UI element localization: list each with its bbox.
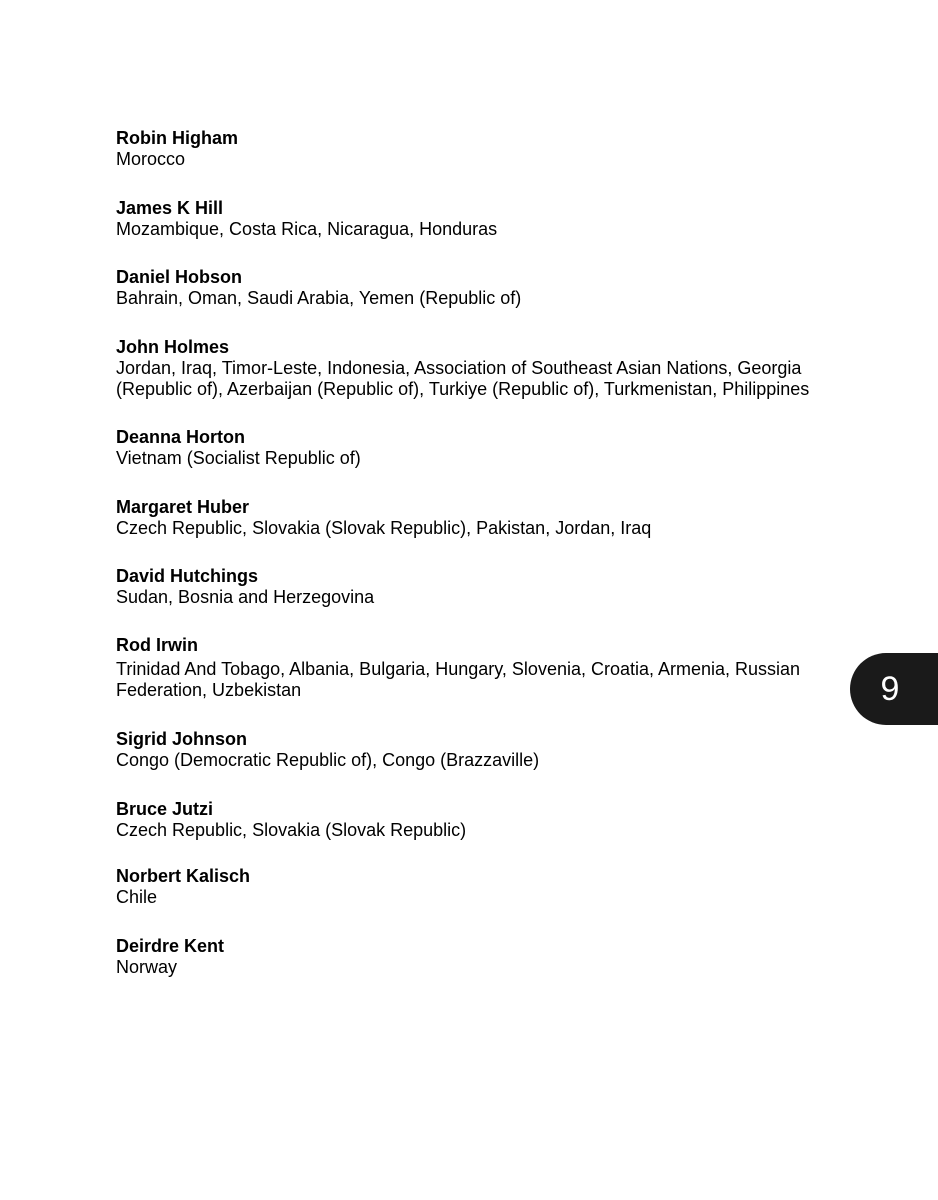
entry-name: Deanna Horton [116, 427, 246, 447]
entry-countries: Morocco [116, 149, 186, 169]
entry-name: Sigrid Johnson [116, 729, 248, 749]
entry-countries: Vietnam (Socialist Republic of) [116, 448, 361, 468]
entry-countries-line-1: Jordan, Iraq, Timor-Leste, Indonesia, Association of Southeast Asian Nations, Georgia [116, 358, 802, 378]
entry-name: Bruce Jutzi [116, 799, 214, 819]
entry-name: Robin Higham [116, 128, 238, 148]
entry-name: Margaret Huber [116, 497, 250, 517]
entry-deirdre-kent [116, 935, 836, 978]
entry-name: Daniel Hobson [116, 267, 243, 287]
entry-name: James K Hill [116, 198, 224, 218]
entry-countries: Norway [116, 957, 178, 977]
entry-name: Rod Irwin [116, 635, 198, 655]
entry-robin-higham [116, 127, 836, 170]
page-number-tab [850, 653, 938, 725]
entry-name: John Holmes [116, 337, 230, 357]
entry-countries-line-2: (Republic of), Azerbaijan (Republic of), Turkiye (Republic of), Turkmenistan, Philippines [116, 379, 810, 399]
entry-countries: Sudan, Bosnia and Herzegovina [116, 587, 375, 607]
entry-rod-irwin [116, 634, 836, 701]
entry-john-holmes [116, 336, 856, 400]
entry-name: Deirdre Kent [116, 936, 225, 956]
entry-countries-line-1: Trinidad And Tobago, Albania, Bulgaria, Hungary, Slovenia, Croatia, Armenia, Russian [116, 659, 801, 679]
entry-countries: Congo (Democratic Republic of), Congo (Brazzaville) [116, 750, 540, 770]
entry-countries: Czech Republic, Slovakia (Slovak Republic) [116, 820, 467, 840]
entry-sigrid-johnson [116, 728, 836, 771]
entry-bruce-jutzi [116, 798, 836, 841]
entry-countries: Czech Republic, Slovakia (Slovak Republic), Pakistan, Jordan, Iraq [116, 518, 652, 538]
entry-james-k-hill [116, 197, 836, 240]
entry-countries: Chile [116, 887, 158, 907]
entry-name: Norbert Kalisch [116, 866, 251, 886]
entry-name: David Hutchings [116, 566, 259, 586]
entry-daniel-hobson [116, 266, 836, 309]
entry-countries: Mozambique, Costa Rica, Nicaragua, Honduras [116, 219, 498, 239]
entry-countries: Bahrain, Oman, Saudi Arabia, Yemen (Republic of) [116, 288, 522, 308]
page-number: 9 [880, 670, 900, 708]
entry-norbert-kalisch [116, 865, 836, 908]
entry-margaret-huber [116, 496, 836, 539]
entry-countries-line-2: Federation, Uzbekistan [116, 680, 302, 700]
entry-david-hutchings [116, 565, 836, 608]
entry-deanna-horton [116, 426, 836, 469]
